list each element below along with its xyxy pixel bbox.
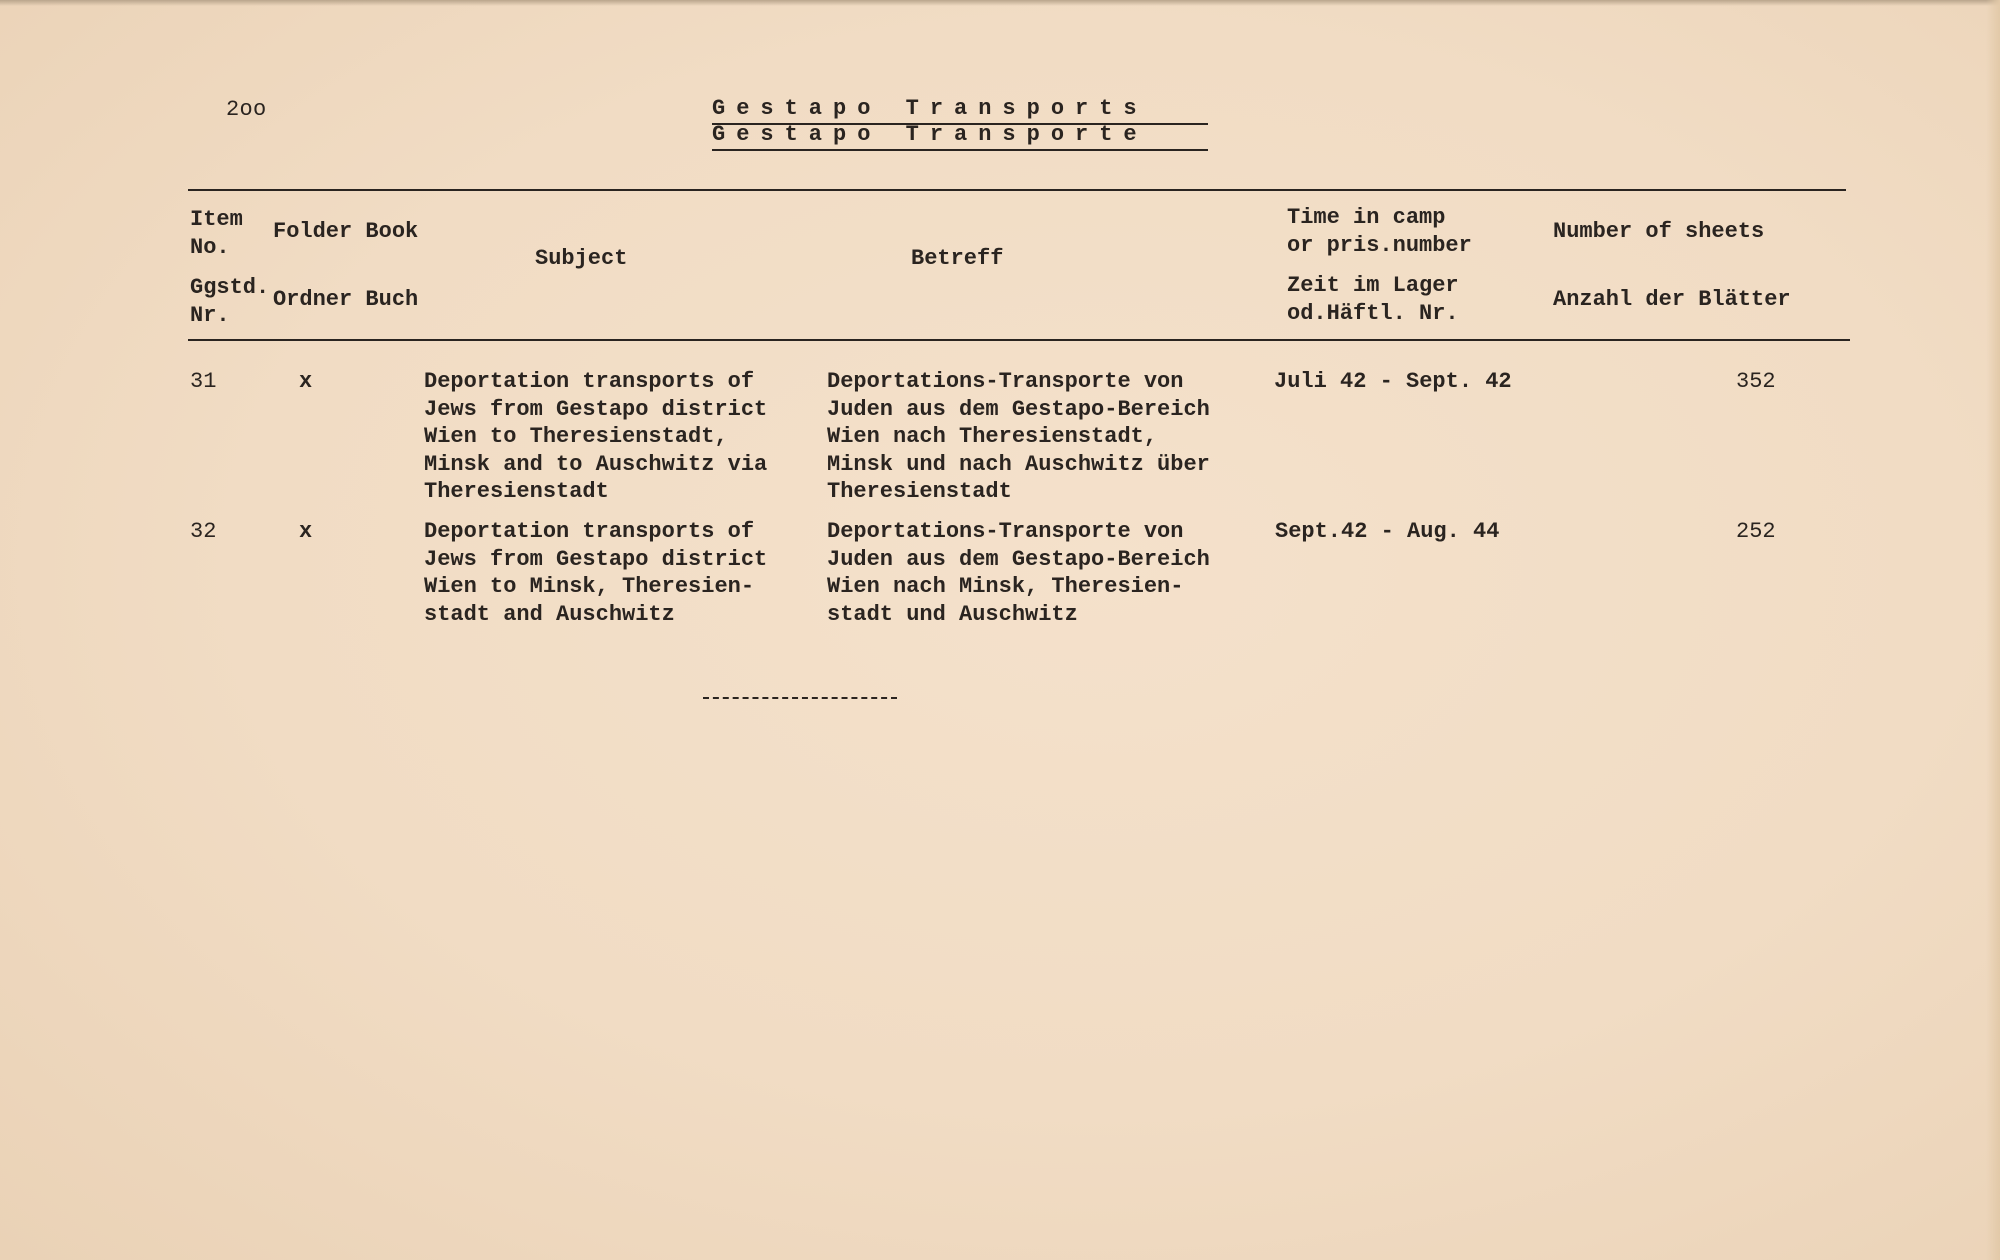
header-item-no-en: Item No.	[190, 207, 243, 260]
header-subject: Subject	[535, 246, 628, 271]
title-english: Gestapo Transports	[712, 96, 1148, 121]
row-subject: Deportation transports of Jews from Gestapo district Wien to Theresienstadt, Minsk and to Auschwitz via Theresienstadt	[424, 369, 768, 504]
header-item-no-de: Ggstd. Nr.	[190, 275, 270, 328]
row-folder-mark: x	[299, 369, 313, 394]
header-time-de: Zeit im Lager od.Häftl. Nr.	[1287, 273, 1459, 326]
row-betreff: Deportations-Transporte von Juden aus dem Gestapo-Bereich Wien nach Theresienstadt, Minsk und nach Auschwitz über Theresienstadt	[827, 369, 1210, 504]
row-subject: Deportation transports of Jews from Gestapo district Wien to Minsk, Theresien- stadt and Auschwitz	[424, 519, 768, 627]
row-folder-mark: x	[299, 519, 313, 544]
title-german: Gestapo Transporte	[712, 122, 1148, 147]
row-sheets: 352	[1736, 369, 1776, 394]
header-folder-book-en: Folder Book	[273, 219, 419, 244]
page-number: 2oo	[226, 97, 267, 122]
row-sheets: 252	[1736, 519, 1776, 544]
row-item-no: 32	[190, 519, 217, 544]
row-time: Sept.42 - Aug. 44	[1275, 519, 1500, 544]
header-folder-book-de: Ordner Buch	[273, 287, 419, 312]
title-underline-2	[712, 149, 1208, 151]
header-betreff: Betreff	[911, 246, 1004, 271]
end-separator	[703, 697, 897, 699]
header-time-en: Time in camp or pris.number	[1287, 205, 1472, 258]
page-edge-right	[1986, 0, 2000, 1260]
table-top-rule	[188, 189, 1846, 191]
row-betreff: Deportations-Transporte von Juden aus dem Gestapo-Bereich Wien nach Minsk, Theresien- stadt und Auschwitz	[827, 519, 1210, 627]
header-sheets-de: Anzahl der Blätter	[1553, 287, 1791, 312]
table-header-rule	[188, 339, 1850, 341]
page-edge-top	[0, 0, 2000, 6]
row-time: Juli 42 - Sept. 42	[1274, 369, 1512, 394]
header-sheets-en: Number of sheets	[1553, 219, 1765, 244]
row-item-no: 31	[190, 369, 217, 394]
